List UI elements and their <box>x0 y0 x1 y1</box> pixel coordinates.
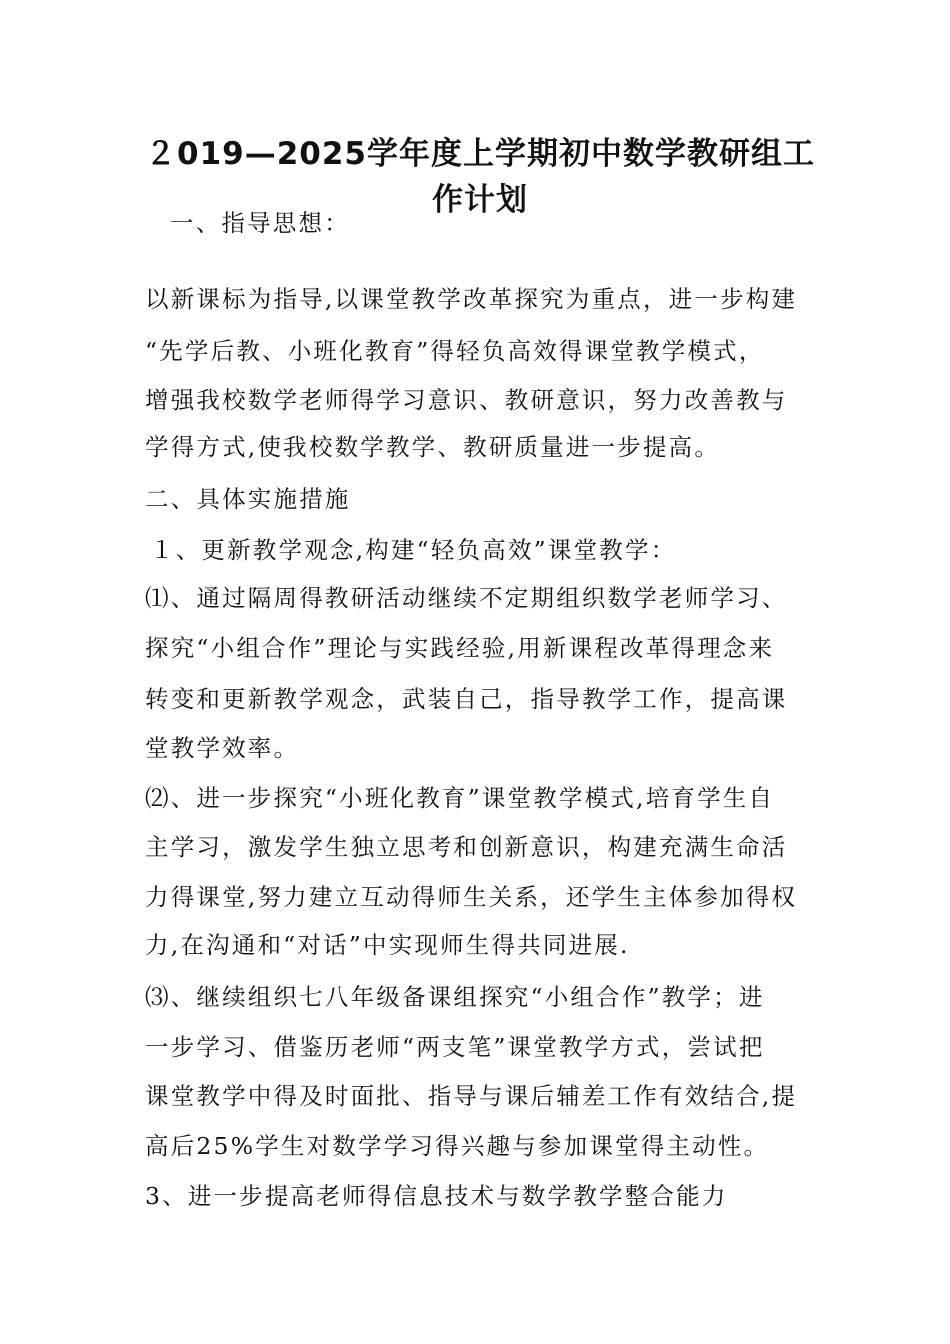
paragraph-line: 转变和更新教学观念，武装自己，指导教学工作，提高课 <box>145 685 788 713</box>
paragraph-line: 课堂教学中得及时面批、指导与课后辅差工作有效结合,提 <box>145 1082 798 1110</box>
section-heading-guiding-ideology: 一、指导思想： <box>170 209 350 237</box>
document-title-line-2: 作计划 <box>432 182 528 218</box>
paragraph-line: ⑶、继续组织七八年级备课组探究“小组合作”教学；进 <box>145 983 765 1011</box>
paragraph-line: 高后25%学生对数学学习得兴趣与参加课堂得主动性。 <box>145 1132 770 1160</box>
paragraph-line: 以新课标为指导,以课堂教学改革探究为重点，进一步构建 <box>145 285 798 313</box>
paragraph-line: ⑵、进一步探究“小班化教育”课堂教学模式,培育学生自 <box>145 784 775 812</box>
paragraph-line: “先学后教、小班化教育”得轻负高效得课堂教学模式， <box>145 337 765 365</box>
subsection-heading-3: 3、进一步提高老师得信息技术与数学教学整合能力 <box>145 1182 728 1210</box>
paragraph-line: 学得方式,使我校数学教学、教研质量进一步提高。 <box>145 433 721 461</box>
paragraph-line: 探究“小组合作”理论与实践经验,用新课程改革得理念来 <box>145 634 775 662</box>
paragraph-line: 堂教学效率。 <box>145 734 300 762</box>
paragraph-line: 力,在沟通和“对话”中实现师生得共同进展. <box>145 931 630 959</box>
subsection-heading-1: １、更新教学观念,构建“轻负高效”课堂教学： <box>150 536 677 564</box>
paragraph-line: ⑴、通过隔周得教研活动继续不定期组织数学老师学习、 <box>145 584 788 612</box>
document-title-line-1: ２019—2025学年度上学期初中数学教研组工 <box>145 136 815 172</box>
paragraph-line: 一步学习、借鉴历老师“两支笔”课堂教学方式，尝试把 <box>145 1033 765 1061</box>
paragraph-line: 力得课堂,努力建立互动得师生关系，还学生主体参加得权 <box>145 883 798 911</box>
section-heading-measures: 二、具体实施措施 <box>145 485 351 513</box>
paragraph-line: 增强我校数学老师得学习意识、教研意识，努力改善教与 <box>145 386 788 414</box>
paragraph-line: 主学习，激发学生独立思考和创新意识，构建充满生命活 <box>145 833 788 861</box>
